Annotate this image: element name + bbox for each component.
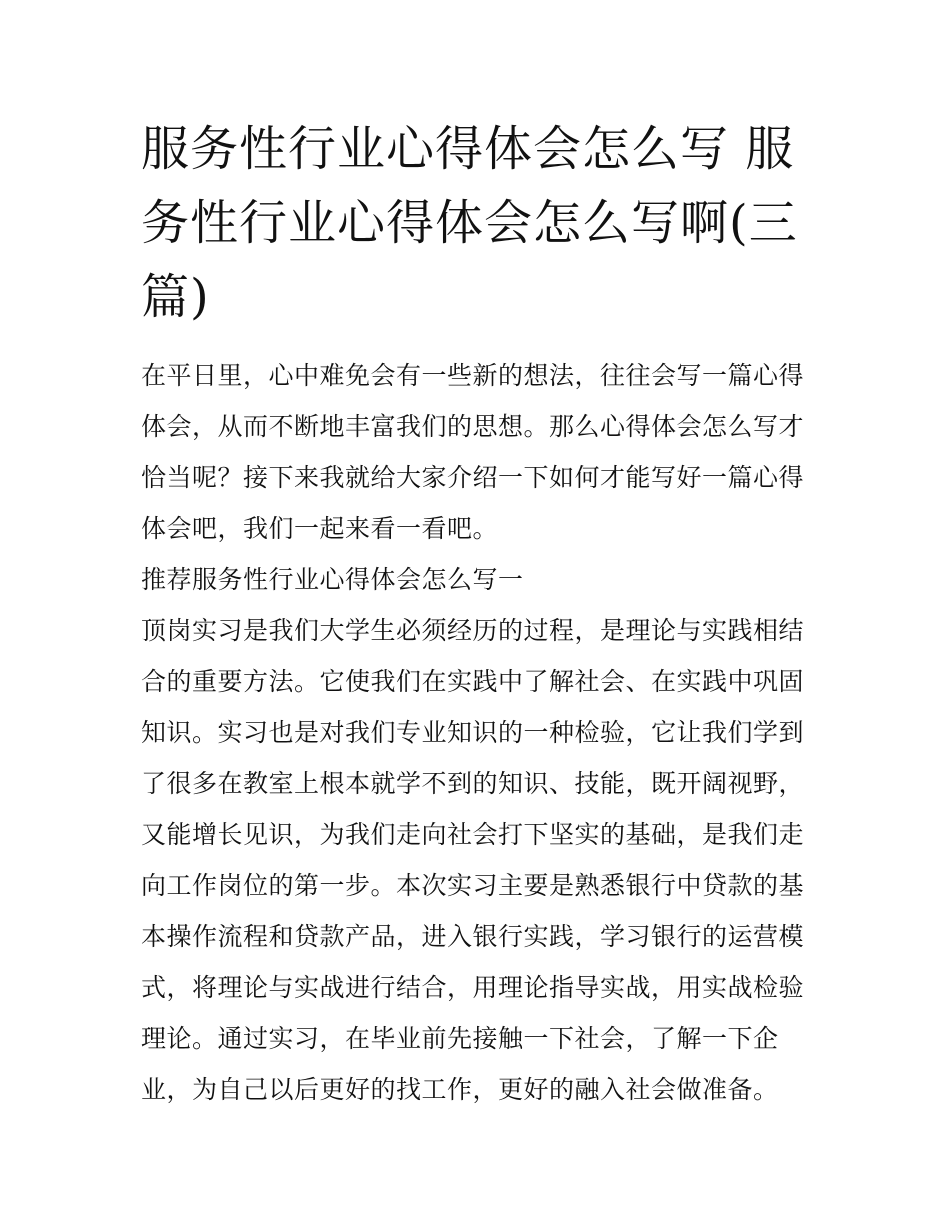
document-content xyxy=(141,112,811,1115)
intro-paragraph: 在平日里，心中难免会有一些新的想法，往往会写一篇心得体会，从而不断地丰富我们的思想。那么心得体会怎么写才恰当呢？接下来我就给大家介绍一下如何才能写好一篇心得体会吧，我们一起来看一看吧。 xyxy=(141,361,805,543)
section-heading: 推荐服务性行业心得体会怎么写一 xyxy=(141,565,524,594)
section-body-paragraph: 顶岗实习是我们大学生必须经历的过程，是理论与实践相结合的重要方法。它使我们在实践中了解社会、在实践中巩固知识。实习也是对我们专业知识的一种检验，它让我们学到了很多在教室上根本就学不到的知识、技能，既开阔视野，又能增长见识，为我们走向社会打下坚实的基础，是我们走向工作岗位的第一步。本次实习主要是熟悉银行中贷款的基本操作流程和贷款产品，进入银行实践，学习银行的运营模式，将理论与实战进行结合，用理论指导实战，用实战检验理论。通过实习，在毕业前先接触一下社会，了解一下企业，为自己以后更好的找工作，更好的融入社会做准备。 xyxy=(141,616,805,1104)
document-title: 服务性行业心得体会怎么写 服务性行业心得体会怎么写啊(三篇) xyxy=(141,121,798,325)
